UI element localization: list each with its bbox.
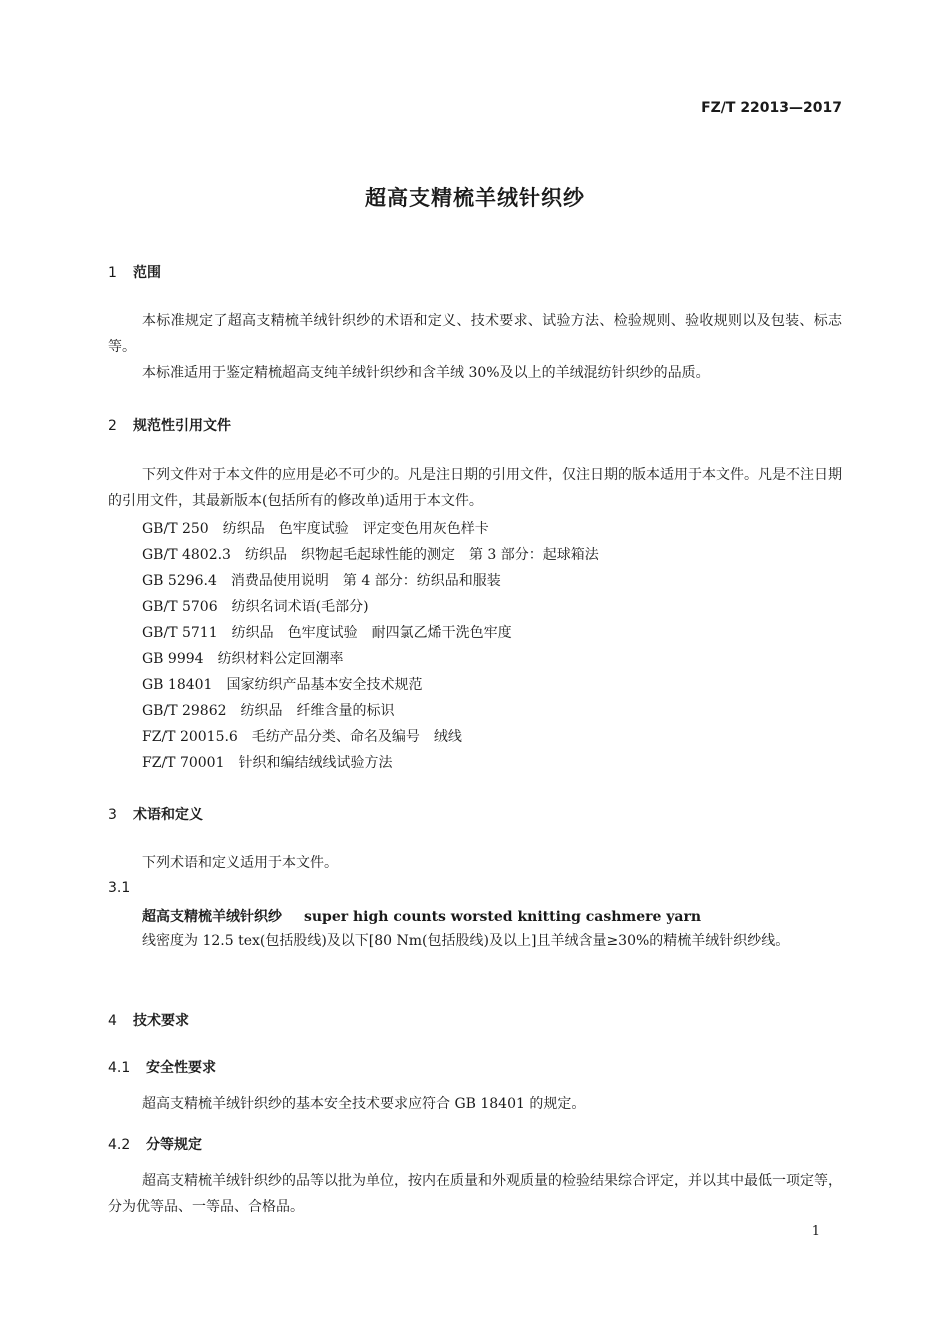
term-definition: 线密度为 12.5 tex(包括股线)及以下[80 Nm(包括股线)及以上]且羊绒含量≥30%的精梳羊绒针织纱线。: [142, 933, 790, 949]
reference-code: FZ/T 70001: [142, 755, 225, 771]
section-number: 4: [108, 1013, 117, 1029]
reference-code: GB/T 5706: [142, 599, 218, 615]
section-title: 范围: [133, 265, 161, 281]
reference-item: [142, 752, 392, 772]
reference-title: 国家纺织产品基本安全技术规范: [226, 677, 423, 693]
reference-code: GB 9994: [142, 651, 204, 667]
reference-code: GB 18401: [142, 677, 213, 693]
section-1-paragraph-2: 本标准适用于鉴定精梳超高支纯羊绒针织纱和含羊绒 30%及以上的羊绒混纺针织纱的品质。: [142, 365, 710, 381]
reference-title: 纺织名词术语(毛部分): [231, 599, 369, 615]
reference-title: 纺织材料公定回潮率: [217, 651, 344, 667]
section-3-paragraph-1: 下列术语和定义适用于本文件。: [142, 855, 338, 871]
section-1-paragraph-1: 本标准规定了超高支精梳羊绒针织纱的术语和定义、技术要求、试验方法、检验规则、验收规则以及包装、标志等。: [108, 313, 842, 355]
section-title: 术语和定义: [133, 807, 203, 823]
reference-code: FZ/T 20015.6: [142, 729, 238, 745]
reference-item: [142, 700, 395, 720]
section-number: 2: [108, 418, 117, 434]
term-chinese: 超高支精梳羊绒针织纱: [142, 909, 282, 925]
term-english: super high counts worsted knitting cashmere yarn: [304, 909, 702, 925]
reference-item: [142, 544, 599, 564]
reference-code: GB/T 5711: [142, 625, 218, 641]
reference-item: [142, 622, 512, 642]
section-number: 4.2: [108, 1137, 131, 1153]
reference-item: [142, 648, 344, 668]
section-4-1-heading: [108, 1057, 216, 1077]
section-4-1-paragraph: 超高支精梳羊绒针织纱的基本安全技术要求应符合 GB 18401 的规定。: [142, 1096, 586, 1112]
section-number: 1: [108, 265, 117, 281]
reference-title: 纺织品 纤维含量的标识: [240, 703, 395, 719]
section-1-heading: [108, 262, 161, 282]
document-title: 超高支精梳羊绒针织纱: [365, 186, 585, 210]
section-3-heading: [108, 804, 203, 824]
reference-item: [142, 518, 489, 538]
section-title: 安全性要求: [146, 1060, 216, 1076]
reference-item: [142, 570, 501, 590]
section-title: 技术要求: [133, 1013, 189, 1029]
reference-title: 针织和编结绒线试验方法: [238, 755, 393, 771]
section-4-2-paragraph: 超高支精梳羊绒针织纱的品等以批为单位，按内在质量和外观质量的检验结果综合评定，并以其中最低一项定等，分为优等品、一等品、合格品。: [108, 1173, 842, 1215]
page-number: 1: [811, 1224, 820, 1239]
reference-title: 纺织品 织物起毛起球性能的测定 第 3 部分：起球箱法: [244, 547, 599, 563]
section-2-paragraph-1: 下列文件对于本文件的应用是必不可少的。凡是注日期的引用文件，仅注日期的版本适用于本文件。凡是不注日期的引用文件，其最新版本(包括所有的修改单)适用于本文件。: [108, 467, 842, 509]
term-number: 3.1: [108, 880, 131, 896]
section-number: 4.1: [108, 1060, 131, 1076]
reference-title: 纺织品 色牢度试验 评定变色用灰色样卡: [222, 521, 489, 537]
section-4-2-heading: [108, 1134, 202, 1154]
section-title: 分等规定: [146, 1137, 202, 1153]
reference-title: 纺织品 色牢度试验 耐四氯乙烯干洗色牢度: [231, 625, 512, 641]
section-title: 规范性引用文件: [133, 418, 231, 434]
section-2-heading: [108, 415, 231, 435]
reference-title: 毛纺产品分类、命名及编号 绒线: [251, 729, 462, 745]
section-4-heading: [108, 1010, 189, 1030]
section-number: 3: [108, 807, 117, 823]
reference-code: GB/T 4802.3: [142, 547, 231, 563]
reference-code: GB/T 29862: [142, 703, 227, 719]
reference-code: GB 5296.4: [142, 573, 217, 589]
reference-code: GB/T 250: [142, 521, 209, 537]
reference-item: [142, 596, 369, 616]
reference-title: 消费品使用说明 第 4 部分：纺织品和服装: [230, 573, 501, 589]
reference-item: [142, 726, 462, 746]
term-heading: [142, 906, 701, 926]
reference-item: [142, 674, 422, 694]
standard-number: FZ/T 22013—2017: [701, 100, 842, 116]
